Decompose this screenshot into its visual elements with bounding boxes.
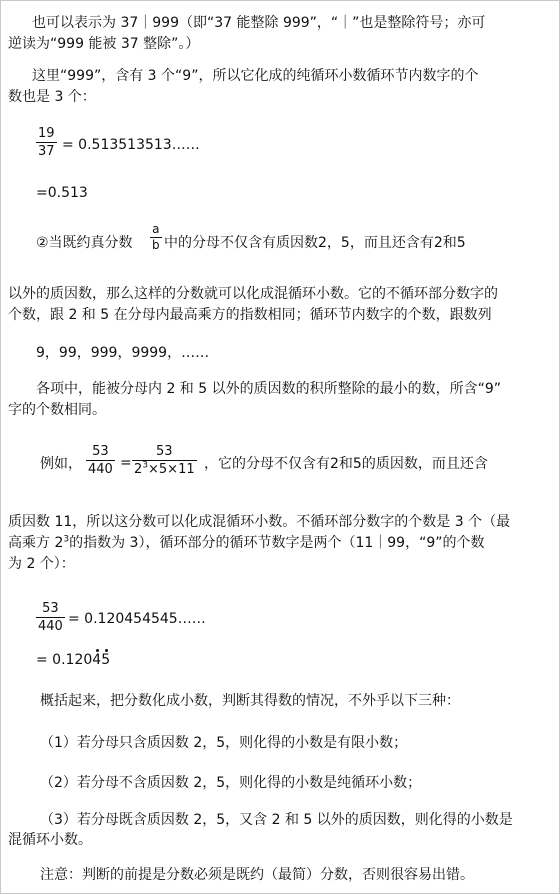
paragraph-line: ②当既约真分数 [36, 235, 133, 251]
fraction-53-440 [86, 444, 115, 477]
text-part: 的指数为 3），循环部分的循环节数字是两个（11｜99，“9”的个数 [69, 535, 485, 551]
paragraph-line: 概括起来，把分数化成小数，判断其得数的情况，不外乎以下三种： [40, 693, 460, 709]
equation-result: =0.513 [36, 185, 88, 201]
numerator: a [152, 222, 160, 236]
paragraph-line: 这里“999”，含有 3 个“9”，所以它化成的纯循环小数循环节内数字的个 [32, 68, 479, 84]
numerator: 19 [38, 126, 55, 141]
equals-sign: = [120, 455, 132, 471]
paragraph-line: 例如， [40, 456, 82, 472]
paragraph-line: 也可以表示为 37｜999（即“37 能整除 999”，“｜”也是整除符号；亦可 [32, 15, 486, 31]
numerator: 53 [42, 601, 59, 616]
denominator: b [152, 238, 160, 252]
paragraph-line: ，它的分母不仅含有2和5的质因数，而且还含 [204, 456, 488, 472]
den-rest: ×5×11 [148, 462, 195, 477]
paragraph-line: 各项中，能被分母内 2 和 5 以外的质因数的积所整除的最小的数，所含“9” [36, 381, 502, 397]
paragraph-line: 为 2 个）： [8, 556, 75, 572]
paragraph-line: 中的分母不仅含有质因数2，5，而且还含有2和5 [164, 235, 466, 251]
text-part: 高乘方 2 [8, 535, 64, 551]
equation-result [36, 651, 110, 669]
paragraph-line: 个数，跟 2 和 5 在分母内最高乘方的指数相同；循环节内数字的个数，跟数列 [8, 307, 492, 323]
den-exponent: 3 [142, 460, 149, 471]
number-sequence: 9，99，999，9999，…… [36, 345, 210, 361]
repeating-digit: 4 [92, 652, 102, 668]
case-item-3-cont: 混循环小数。 [8, 832, 92, 848]
numerator: 53 [92, 444, 109, 459]
exponent: 3 [63, 534, 70, 545]
note-line: 注意：判断的前提是分数必须是既约（最简）分数，否则很容易出错。 [40, 867, 474, 883]
case-item-2: （2）若分母不含质因数 2，5，则化得的小数是纯循环小数； [40, 775, 422, 791]
fraction-a-b [150, 223, 162, 252]
paragraph-line: 逆读为“999 能被 37 整除”。） [8, 36, 200, 52]
den-base: 2 [134, 462, 143, 477]
fraction-53-440-b [36, 601, 65, 634]
denominator: 440 [38, 619, 63, 634]
fraction-53-factored [132, 444, 197, 477]
paragraph-line [8, 534, 485, 552]
paragraph-line: 字的个数相同。 [8, 402, 106, 418]
repeating-digit: 5 [101, 652, 111, 668]
text-part: = 0.120 [36, 652, 93, 668]
equation-rhs: = 0.513513513…… [62, 137, 200, 153]
denominator: 440 [88, 462, 113, 477]
fraction-19-37 [36, 126, 57, 159]
numerator: 53 [156, 444, 173, 459]
paragraph-line: 质因数 11，所以这分数可以化成混循环小数。不循环部分数字的个数是 3 个（最 [8, 514, 511, 530]
paragraph-line: 以外的质因数，那么这样的分数就可以化成混循环小数。它的不循环部分数字的 [8, 286, 498, 302]
paragraph-line: 数也是 3 个： [8, 89, 96, 105]
denominator: 37 [38, 144, 55, 159]
denominator [132, 460, 197, 477]
equation-rhs: = 0.120454545…… [68, 611, 206, 627]
case-item-1: （1）若分母只含质因数 2，5，则化得的小数是有限小数； [40, 735, 408, 751]
case-item-3: （3）若分母既含质因数 2，5，又含 2 和 5 以外的质因数，则化得的小数是 [40, 812, 513, 828]
